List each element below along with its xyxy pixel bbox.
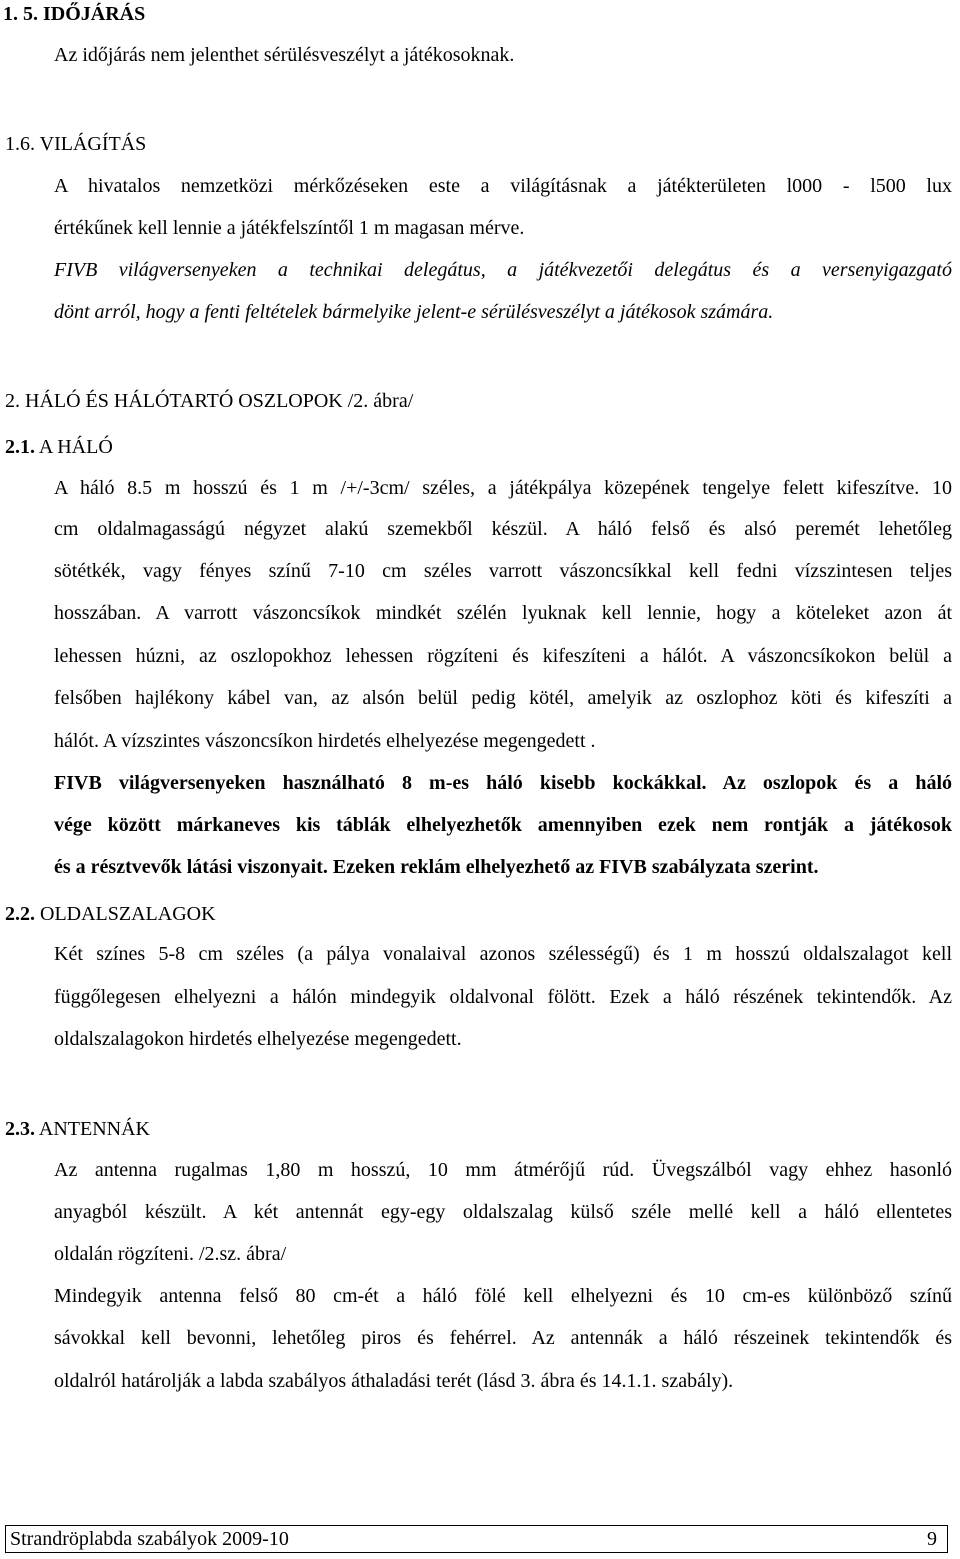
paragraph-line: hálót. A vízszintes vászoncsíkon hirdetés elhelyezése megengedett . [54,730,596,752]
section-heading-1-6: 1.6. VILÁGÍTÁS [5,133,147,155]
paragraph-line: Az időjárás nem jelenthet sérülésveszélyt a játékosoknak. [54,44,515,66]
bold-paragraph-line: és a résztvevők látási viszonyait. Ezeken reklám elhelyezhető az FIVB szabályzata szerint. [54,856,819,878]
heading-text: ANTENNÁK [35,1118,150,1140]
heading-text: A HÁLÓ [35,436,113,458]
paragraph-line: Két színes 5-8 cm széles (a pálya vonalaival azonos szélességű) és 1 m hosszú oldalszalagot kell [54,943,952,965]
paragraph-line: A hivatalos nemzetközi mérkőzéseken este a világításnak a játékterületen l000 - l500 lux [54,175,952,197]
paragraph-line: Mindegyik antenna felső 80 cm-ét a háló fölé kell elhelyezni és 10 cm-es különböző színű [54,1285,952,1307]
italic-paragraph-line: dönt arról, hogy a fenti feltételek bármelyike jelent-e sérülésveszélyt a játékosok számára. [54,301,774,323]
section-heading-2-1 [5,435,113,459]
bold-paragraph-line: vége között márkaneves kis táblák elhelyezhetők amennyiben ezek nem rontják a játékosok [54,814,952,836]
paragraph-line: függőlegesen elhelyezni a hálón mindegyik oldalvonal fölött. Ezek a háló részének tekintendők. Az [54,986,952,1008]
heading-number: 2.3. [5,1118,35,1140]
paragraph-line: hosszában. A varrott vászoncsíkok mindkét szélén lyuknak kell lennie, hogy a köteleket azon át [54,602,952,624]
page-footer [5,1525,948,1553]
section-heading-2: 2. HÁLÓ ÉS HÁLÓTARTÓ OSZLOPOK /2. ábra/ [5,390,414,412]
section-heading-2-2 [5,902,216,926]
footer-title: Strandröplabda szabályok 2009-10 [10,1528,289,1550]
heading-number: 2.1. [5,436,35,458]
paragraph-line: lehessen húzni, az oszlopokhoz lehessen rögzíteni és kifeszíteni a hálót. A vászoncsíkokon belül a [54,645,952,667]
paragraph-line: oldalán rögzíteni. /2.sz. ábra/ [54,1243,287,1265]
page-number: 9 [927,1528,937,1550]
section-heading-2-3 [5,1117,150,1141]
italic-paragraph-line: FIVB világversenyeken a technikai delegátus, a játékvezetői delegátus és a versenyigazgató [54,259,952,281]
paragraph-line: értékűnek kell lennie a játékfelszíntől 1 m magasan mérve. [54,217,525,239]
paragraph-line: oldalszalagokon hirdetés elhelyezése megengedett. [54,1028,462,1050]
bold-paragraph-line: FIVB világversenyeken használható 8 m-es háló kisebb kockákkal. Az oszlopok és a háló [54,772,952,794]
heading-number: 2.2. [5,903,35,925]
paragraph-line: felsőben hajlékony kábel van, az alsón belül pedig kötél, amelyik az oszlophoz köti és kifeszíti a [54,687,952,709]
heading-text: OLDALSZALAGOK [35,903,216,925]
paragraph-line: Az antenna rugalmas 1,80 m hosszú, 10 mm átmérőjű rúd. Üvegszálból vagy ehhez hasonló [54,1159,952,1181]
paragraph-line: sávokkal kell bevonni, lehetőleg piros és fehérrel. Az antennák a háló részeinek tekintendők és [54,1327,952,1349]
paragraph-line: sötétkék, vagy fényes színű 7-10 cm széles varrott vászoncsíkkal kell fedni vízszintesen teljes [54,560,952,582]
paragraph-line: anyagból készült. A két antennát egy-egy oldalszalag külső széle mellé kell a háló ellentetes [54,1201,952,1223]
paragraph-line: A háló 8.5 m hosszú és 1 m /+/-3cm/ széles, a játékpálya közepének tengelye felett kifeszítve. 10 [54,477,952,499]
section-heading-1-5: 1. 5. IDŐJÁRÁS [3,3,146,25]
paragraph-line: oldalról határolják a labda szabályos áthaladási terét (lásd 3. ábra és 14.1.1. szabály). [54,1370,734,1392]
paragraph-line: cm oldalmagasságú négyzet alakú szemekből készül. A háló felső és alsó peremét lehetőleg [54,518,952,540]
